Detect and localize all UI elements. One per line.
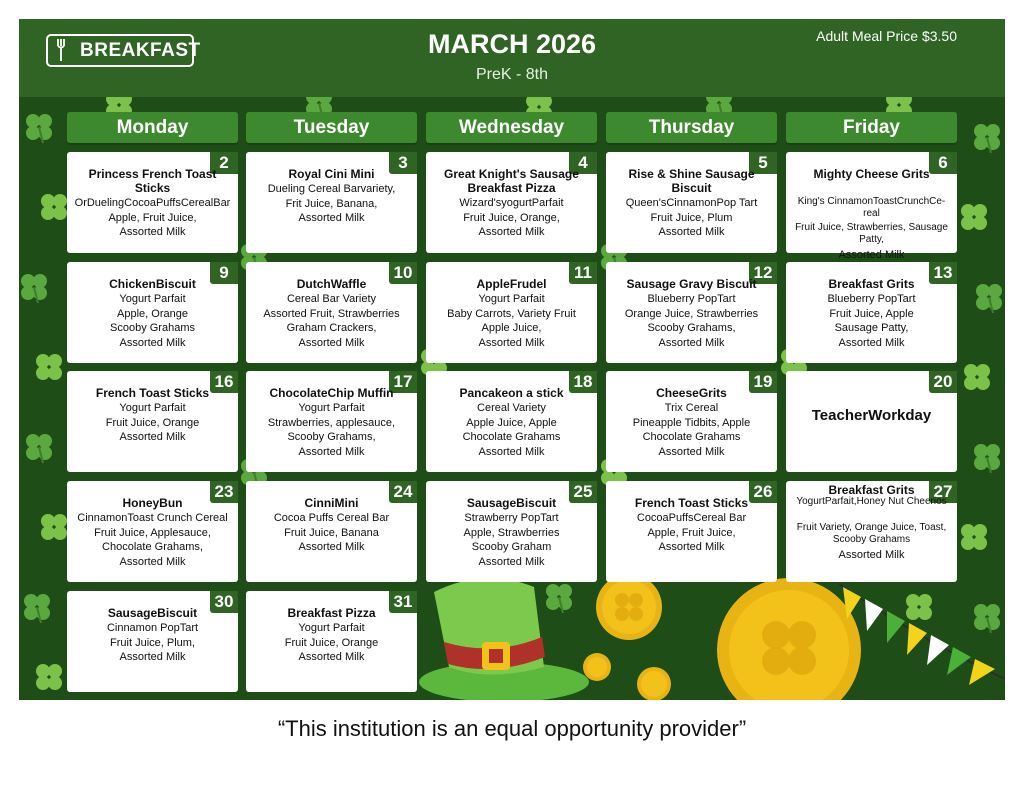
menu-item-line: Assorted Milk bbox=[298, 651, 365, 663]
date-number: 19 bbox=[749, 371, 777, 393]
menu-entree: Breakfast Pizza bbox=[287, 606, 376, 620]
date-number: 3 bbox=[389, 152, 417, 174]
menu-item-line: Assorted Milk bbox=[658, 445, 725, 458]
menu-item-line: Chocolate Grahams bbox=[462, 431, 561, 443]
menu-item-line: Assorted Milk bbox=[478, 445, 545, 458]
calendar-day-cell bbox=[67, 262, 238, 363]
menu-item-line: Fruit Juice, Orange bbox=[105, 416, 200, 429]
menu-item-line: Chocolate Grahams bbox=[642, 431, 741, 443]
calendar-day-cell bbox=[606, 481, 777, 582]
menu-item-line: Apple, Fruit Juice, bbox=[108, 211, 197, 224]
calendar-day-cell bbox=[246, 152, 417, 253]
date-number: 10 bbox=[389, 262, 417, 284]
menu-item-line: Yogurt Parfait bbox=[478, 293, 545, 305]
date-number: 6 bbox=[929, 152, 957, 174]
calendar-day-cell bbox=[426, 481, 597, 582]
badge-label: BREAKFAST bbox=[80, 40, 201, 61]
menu-entree: CinniMini bbox=[304, 496, 359, 510]
menu-item-line: Assorted Milk bbox=[119, 431, 186, 443]
gold-coin-icon bbox=[594, 572, 674, 642]
menu-item-line: Assorted Milk bbox=[658, 226, 725, 238]
nondiscrimination-statement: “This institution is an equal opportunity provider” bbox=[277, 716, 747, 741]
menu-item-line: Sausage Patty, bbox=[834, 322, 909, 334]
menu-item-line: Cinnamon PopTart bbox=[106, 622, 199, 634]
menu-item-line: Cereal Variety bbox=[477, 402, 546, 414]
menu-item-line: Assorted Fruit, Strawberries bbox=[263, 307, 400, 320]
menu-item-line: Graham Crackers, bbox=[286, 322, 377, 334]
menu-item-line: Yogurt Parfait bbox=[298, 622, 365, 634]
menu-item-line: Pineapple Tidbits, Apple bbox=[632, 416, 751, 429]
menu-item-line: Assorted Milk bbox=[119, 555, 186, 568]
menu-item-line: OrDuelingCocoaPuffsCerealBar bbox=[74, 197, 231, 209]
menu-item-line: Fruit Juice, Plum, bbox=[110, 636, 195, 649]
adult-meal-price: Adult Meal Price $3.50 bbox=[816, 28, 957, 44]
menu-item-line: Yogurt Parfait bbox=[119, 402, 186, 414]
calendar-day-cell bbox=[426, 371, 597, 472]
calendar-day-cell bbox=[606, 371, 777, 472]
menu-item-line: Apple Juice, bbox=[481, 322, 542, 334]
day-header-monday: Monday bbox=[67, 112, 238, 143]
menu-item-line: CocoaPuffsCereal Bar bbox=[636, 512, 747, 524]
date-number: 11 bbox=[569, 262, 597, 284]
menu-entree: French Toast Sticks bbox=[634, 496, 749, 510]
calendar-day-cell bbox=[246, 481, 417, 582]
date-number: 31 bbox=[389, 591, 417, 613]
menu-item-line: Fruit Juice, Applesauce, bbox=[94, 526, 211, 539]
date-number: 16 bbox=[210, 371, 238, 393]
date-number: 30 bbox=[210, 591, 238, 613]
menu-item-line: Fruit Variety, Orange Juice, Toast, Scooby Grahams bbox=[796, 522, 947, 545]
menu-item-line: Scooby Grahams, bbox=[287, 431, 376, 443]
menu-item-line: Assorted Milk bbox=[658, 541, 725, 553]
menu-entree: Royal Cini Mini bbox=[288, 167, 375, 181]
calendar-day-cell bbox=[426, 152, 597, 253]
menu-item-line: Assorted Milk bbox=[119, 651, 186, 663]
bunting-decoration bbox=[839, 579, 1005, 700]
menu-item-line: Assorted Milk bbox=[478, 336, 545, 349]
calendar-day-cell bbox=[67, 152, 238, 253]
menu-item-line: Blueberry PopTart bbox=[827, 293, 916, 305]
menu-item-line: King's CinnamonToastCrunchCe-real bbox=[797, 196, 946, 219]
menu-entree: Breakfast Grits bbox=[828, 483, 915, 497]
small-coin-icon bbox=[634, 664, 674, 700]
day-header-tuesday: Tuesday bbox=[246, 112, 417, 143]
date-number: 24 bbox=[389, 481, 417, 503]
calendar-day-cell bbox=[246, 262, 417, 363]
calendar-day-cell bbox=[426, 262, 597, 363]
menu-item-line: Assorted Milk bbox=[298, 336, 365, 349]
menu-item-line: Yogurt Parfait bbox=[119, 293, 186, 305]
menu-entree: Mighty Cheese Grits bbox=[813, 167, 930, 181]
calendar-day-cell bbox=[246, 591, 417, 692]
date-number: 17 bbox=[389, 371, 417, 393]
menu-entree: Great Knight's Sausage Breakfast Pizza bbox=[444, 167, 579, 195]
calendar-day-cell bbox=[246, 371, 417, 472]
menu-item-line: Queen'sCinnamonPop Tart bbox=[625, 197, 758, 209]
menu-item-line: Fruit Juice, Orange bbox=[284, 636, 379, 649]
menu-entree: TeacherWorkday bbox=[811, 407, 932, 424]
calendar-day-cell bbox=[786, 371, 957, 472]
date-number: 13 bbox=[929, 262, 957, 284]
menu-item-line: Strawberry PopTart bbox=[464, 512, 559, 524]
day-header-wednesday: Wednesday bbox=[426, 112, 597, 143]
menu-item-line: Fruit Juice, Apple bbox=[829, 307, 914, 320]
calendar-day-cell bbox=[786, 262, 957, 363]
menu-item-line: Yogurt Parfait bbox=[298, 402, 365, 414]
menu-item-line: Assorted Milk bbox=[838, 336, 905, 349]
menu-item-line: Trix Cereal bbox=[664, 402, 719, 414]
menu-item-line: Chocolate Grahams, bbox=[102, 541, 203, 553]
menu-item-line: Assorted Milk bbox=[298, 212, 365, 224]
menu-item-line: Blueberry PopTart bbox=[647, 293, 736, 305]
menu-entree: DutchWaffle bbox=[296, 277, 367, 291]
calendar-day-cell bbox=[67, 481, 238, 582]
menu-item-line: Assorted Milk bbox=[298, 541, 365, 553]
menu-item-line: Assorted Milk bbox=[119, 336, 186, 349]
day-header-friday: Friday bbox=[786, 112, 957, 143]
calendar-day-cell bbox=[606, 262, 777, 363]
menu-item-line: Orange Juice, Strawberries bbox=[624, 307, 759, 320]
calendar-day-cell bbox=[786, 152, 957, 261]
menu-entree: Princess French Toast Sticks bbox=[88, 167, 217, 195]
menu-item-line: Strawberries, applesauce, bbox=[267, 416, 396, 429]
menu-entree: ChocolateChip Muffin bbox=[269, 386, 394, 400]
calendar-day-cell bbox=[606, 152, 777, 253]
menu-entree: ChickenBiscuit bbox=[109, 277, 196, 291]
menu-entree: Pancakeon a stick bbox=[459, 386, 564, 400]
grade-range: PreK - 8th bbox=[475, 66, 549, 83]
date-number: 4 bbox=[569, 152, 597, 174]
menu-item-line: Frit Juice, Banana, bbox=[285, 197, 378, 210]
calendar-day-cell bbox=[67, 371, 238, 472]
menu-entree: AppleFrudel bbox=[476, 277, 547, 291]
date-number: 18 bbox=[569, 371, 597, 393]
date-number: 20 bbox=[929, 371, 957, 393]
menu-entree: CheeseGrits bbox=[656, 386, 727, 400]
date-number: 23 bbox=[210, 481, 238, 503]
menu-entree: Rise & Shine Sausage Biscuit bbox=[628, 167, 755, 195]
menu-entree: SausageBiscuit bbox=[107, 606, 198, 620]
menu-item-line: Fruit Juice, Plum bbox=[650, 211, 733, 224]
menu-entree: SausageBiscuit bbox=[466, 496, 557, 510]
date-number: 12 bbox=[749, 262, 777, 284]
day-header-thursday: Thursday bbox=[606, 112, 777, 143]
date-number: 9 bbox=[210, 262, 238, 284]
leprechaun-hat-icon bbox=[414, 572, 594, 700]
menu-item-line: Assorted Milk bbox=[838, 549, 905, 561]
date-number: 2 bbox=[210, 152, 238, 174]
menu-item-line: Wizard'syogurtParfait bbox=[459, 197, 564, 209]
menu-item-line: Assorted Milk bbox=[298, 445, 365, 458]
menu-item-line: CinnamonToast Crunch Cereal bbox=[77, 512, 228, 524]
menu-item-line: Assorted Milk bbox=[658, 336, 725, 349]
menu-item-line: Fruit Juice, Orange, bbox=[463, 211, 560, 224]
menu-entree: Breakfast Grits bbox=[828, 277, 915, 291]
menu-item-line: Assorted Milk bbox=[478, 226, 545, 238]
header-banner bbox=[19, 19, 1005, 97]
menu-entree: French Toast Sticks bbox=[95, 386, 210, 400]
menu-item-line: Cereal Bar Variety bbox=[286, 293, 377, 305]
menu-item-line: Apple, Orange bbox=[117, 307, 188, 320]
calendar-day-cell bbox=[67, 591, 238, 692]
menu-item-line: Scooby Grahams, bbox=[647, 322, 736, 334]
date-number: 25 bbox=[569, 481, 597, 503]
date-number: 5 bbox=[749, 152, 777, 174]
menu-item-line: Fruit Juice, Banana bbox=[284, 526, 379, 539]
menu-item-line: Fruit Juice, Strawberries, Sausage Patty, bbox=[795, 222, 948, 245]
menu-item-line: Apple, Strawberries bbox=[463, 526, 560, 539]
menu-item-line: Scooby Grahams bbox=[110, 322, 195, 334]
menu-item-line: Assorted Milk bbox=[838, 249, 905, 261]
date-number: 27 bbox=[929, 481, 957, 503]
menu-item-line: Apple Juice, Apple bbox=[466, 416, 557, 429]
menu-item-line: Dueling Cereal Barvariety, bbox=[267, 183, 396, 195]
menu-item-line: Cocoa Puffs Cereal Bar bbox=[273, 512, 390, 524]
menu-item-line: YogurtParfait,Honey Nut Cheerios bbox=[796, 496, 947, 507]
menu-item-line: Assorted Milk bbox=[119, 226, 186, 238]
menu-item-line: Scooby Graham bbox=[471, 541, 552, 553]
menu-item-line: Apple, Fruit Juice, bbox=[647, 526, 736, 539]
menu-entree: Sausage Gravy Biscuit bbox=[626, 277, 757, 291]
date-number: 26 bbox=[749, 481, 777, 503]
page-title: MARCH 2026 bbox=[427, 29, 597, 59]
menu-item-line: Assorted Milk bbox=[478, 555, 545, 568]
menu-entree: HoneyBun bbox=[122, 496, 183, 510]
small-coin-icon bbox=[577, 647, 617, 687]
calendar-day-cell bbox=[786, 481, 957, 582]
menu-item-line: Baby Carrots, Variety Fruit bbox=[447, 307, 576, 320]
